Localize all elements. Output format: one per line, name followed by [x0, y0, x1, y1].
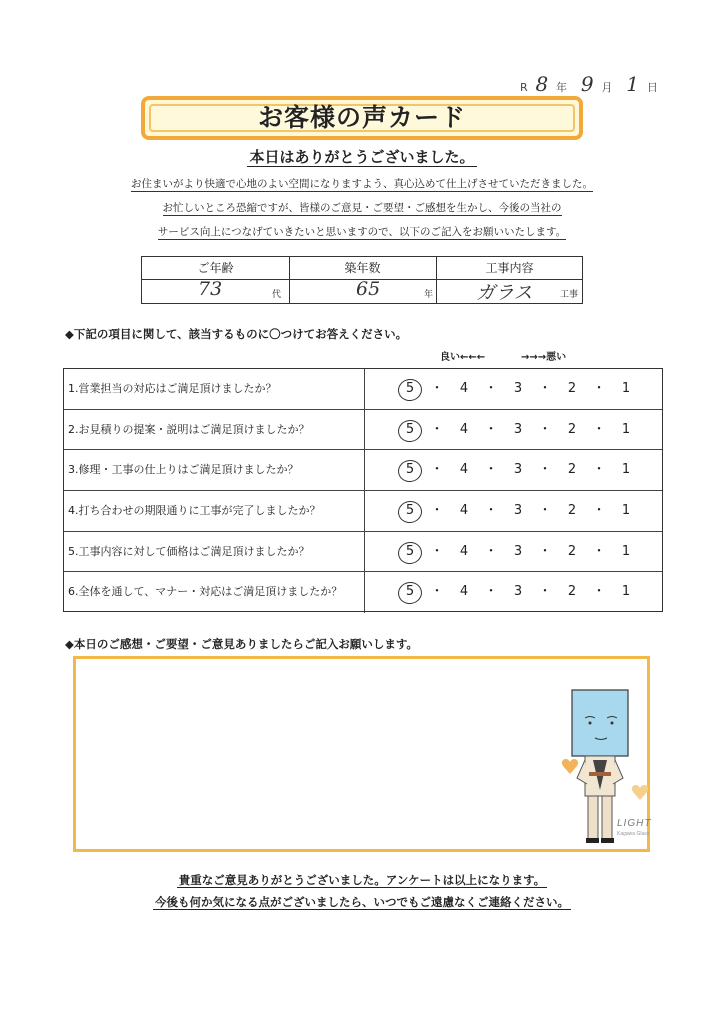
rating-separator: ・: [484, 421, 498, 437]
comments-heading: ◆本日のご感想・ご要望・ご意見ありましたらご記入お願いします。: [65, 637, 418, 651]
page-title: お客様の声カード: [257, 103, 466, 132]
survey-question: 1.営業担当の対応はご満足頂けましたか？: [68, 382, 277, 395]
mascot-sub: Kagawa Glass: [617, 831, 650, 837]
rating-option-5[interactable]: 5: [397, 450, 423, 491]
closing-line-1: 貴重なご意見ありがとうございました。アンケートは以上になります。: [178, 873, 546, 887]
rating-option-1[interactable]: 1: [621, 503, 631, 518]
survey-table: [63, 368, 663, 612]
intro-line-3: サービス向上につなげていきたいと思いますので、以下のご記入をお願いいたします。: [157, 226, 567, 238]
rating-separator: ・: [430, 503, 444, 518]
rating-option-1[interactable]: 1: [621, 584, 631, 600]
age-unit: 代: [272, 290, 282, 300]
year-value: 8: [535, 72, 549, 96]
rating-option-1[interactable]: 1: [621, 421, 631, 437]
building-age-label: 築年数: [344, 261, 381, 275]
rating-separator: ・: [592, 543, 606, 559]
building-age-value: 65: [356, 278, 381, 300]
info-table: [141, 256, 583, 304]
rating-option-4[interactable]: 4: [459, 462, 469, 478]
rating-separator: ・: [430, 584, 444, 600]
survey-question: 5.工事内容に対して価格はご満足頂けましたか？: [68, 544, 310, 558]
rating-separator: ・: [538, 584, 552, 600]
closing-line-2: 今後も何か気になる点がございましたら、いつでもご遠慮なくご連絡ください。: [155, 895, 569, 909]
rating-separator: ・: [592, 462, 606, 478]
building-age-unit: 年: [424, 290, 434, 300]
rating-option-4[interactable]: 4: [459, 584, 469, 600]
rating-separator: ・: [538, 503, 552, 518]
rating-separator: ・: [592, 381, 606, 396]
mascot-label: LIGHT: [617, 818, 652, 829]
scale-good-label: 良い←←←: [440, 352, 486, 363]
rating-separator: ・: [484, 381, 498, 396]
day-unit: 日: [646, 81, 658, 94]
age-value: 73: [198, 278, 223, 300]
rating-option-4[interactable]: 4: [459, 421, 469, 437]
day-value: 1: [626, 72, 639, 96]
work-type-value: ガラス: [476, 282, 533, 304]
intro-line-1: お住まいがより快適で心地のよい空間になりますよう、真心込めて仕上げさせていただきました。: [131, 178, 593, 190]
rating-option-3[interactable]: 3: [513, 503, 523, 518]
rating-separator: ・: [484, 503, 498, 518]
scale-bad-label: →→→悪い: [521, 352, 567, 363]
rating-option-5[interactable]: 5: [397, 491, 423, 532]
survey-row: [64, 410, 662, 451]
thanks-line: [0, 146, 724, 167]
rating-separator: ・: [484, 462, 498, 478]
rating-separator: ・: [538, 381, 552, 396]
rating-separator: ・: [430, 381, 444, 396]
year-unit: 年: [556, 81, 568, 94]
rating-separator: ・: [538, 421, 552, 437]
survey-question: 2.お見積りの提案・説明はご満足頂けましたか？: [68, 422, 310, 436]
work-type-unit: 工事: [560, 290, 579, 300]
rating-separator: ・: [592, 584, 606, 600]
rating-option-3[interactable]: 3: [513, 381, 523, 396]
survey-row: [64, 572, 662, 613]
rating-option-4[interactable]: 4: [459, 543, 469, 559]
rating-separator: ・: [484, 543, 498, 559]
rating-separator: ・: [592, 503, 606, 518]
work-type-label: 工事内容: [485, 261, 534, 275]
thanks-text: 本日はありがとうございました。: [249, 148, 475, 166]
rating-option-5[interactable]: 5: [397, 532, 423, 573]
rating-separator: ・: [538, 543, 552, 559]
rating-separator: ・: [430, 543, 444, 559]
rating-option-2[interactable]: 2: [567, 584, 577, 600]
rating-option-1[interactable]: 1: [621, 462, 631, 478]
rating-option-4[interactable]: 4: [459, 503, 469, 518]
rating-option-5[interactable]: 5: [397, 572, 423, 613]
rating-option-5[interactable]: 5: [397, 369, 423, 410]
rating-separator: ・: [484, 584, 498, 600]
rating-option-3[interactable]: 3: [513, 462, 523, 478]
survey-row: [64, 532, 662, 573]
age-label: ご年齢: [197, 261, 234, 275]
rating-option-3[interactable]: 3: [513, 543, 523, 559]
rating-option-2[interactable]: 2: [567, 503, 577, 518]
rating-option-4[interactable]: 4: [459, 381, 469, 396]
survey-question: 6.全体を通して、マナー・対応はご満足頂けましたか？: [68, 585, 343, 599]
survey-row: [64, 369, 662, 410]
mascot-illustration: [555, 688, 655, 848]
date-line: [520, 72, 658, 96]
era-label: R: [520, 81, 528, 94]
survey-row: [64, 450, 662, 491]
survey-row: [64, 491, 662, 532]
rating-option-2[interactable]: 2: [567, 421, 577, 437]
month-value: 9: [580, 72, 594, 96]
rating-option-1[interactable]: 1: [621, 381, 631, 396]
rating-option-2[interactable]: 2: [567, 381, 577, 396]
rating-separator: ・: [430, 462, 444, 478]
survey-heading: ◆下記の項目に関して、該当するものに〇つけてお答えください。: [65, 327, 408, 341]
rating-option-3[interactable]: 3: [513, 584, 523, 600]
rating-separator: ・: [538, 462, 552, 478]
rating-separator: ・: [430, 421, 444, 437]
rating-option-2[interactable]: 2: [567, 462, 577, 478]
intro-line-2: お忙しいところ恐縮ですが、皆様のご意見・ご要望・ご感想を生かし、今後の当社の: [162, 202, 562, 214]
rating-option-3[interactable]: 3: [513, 421, 523, 437]
month-unit: 月: [601, 81, 613, 94]
survey-question: 3.修理・工事の仕上りはご満足頂けましたか？: [68, 463, 299, 477]
rating-option-5[interactable]: 5: [397, 410, 423, 451]
rating-separator: ・: [592, 421, 606, 437]
survey-question: 4.打ち合わせの期限通りに工事が完了しましたか？: [68, 504, 321, 517]
rating-option-2[interactable]: 2: [567, 543, 577, 559]
rating-option-1[interactable]: 1: [621, 543, 631, 559]
